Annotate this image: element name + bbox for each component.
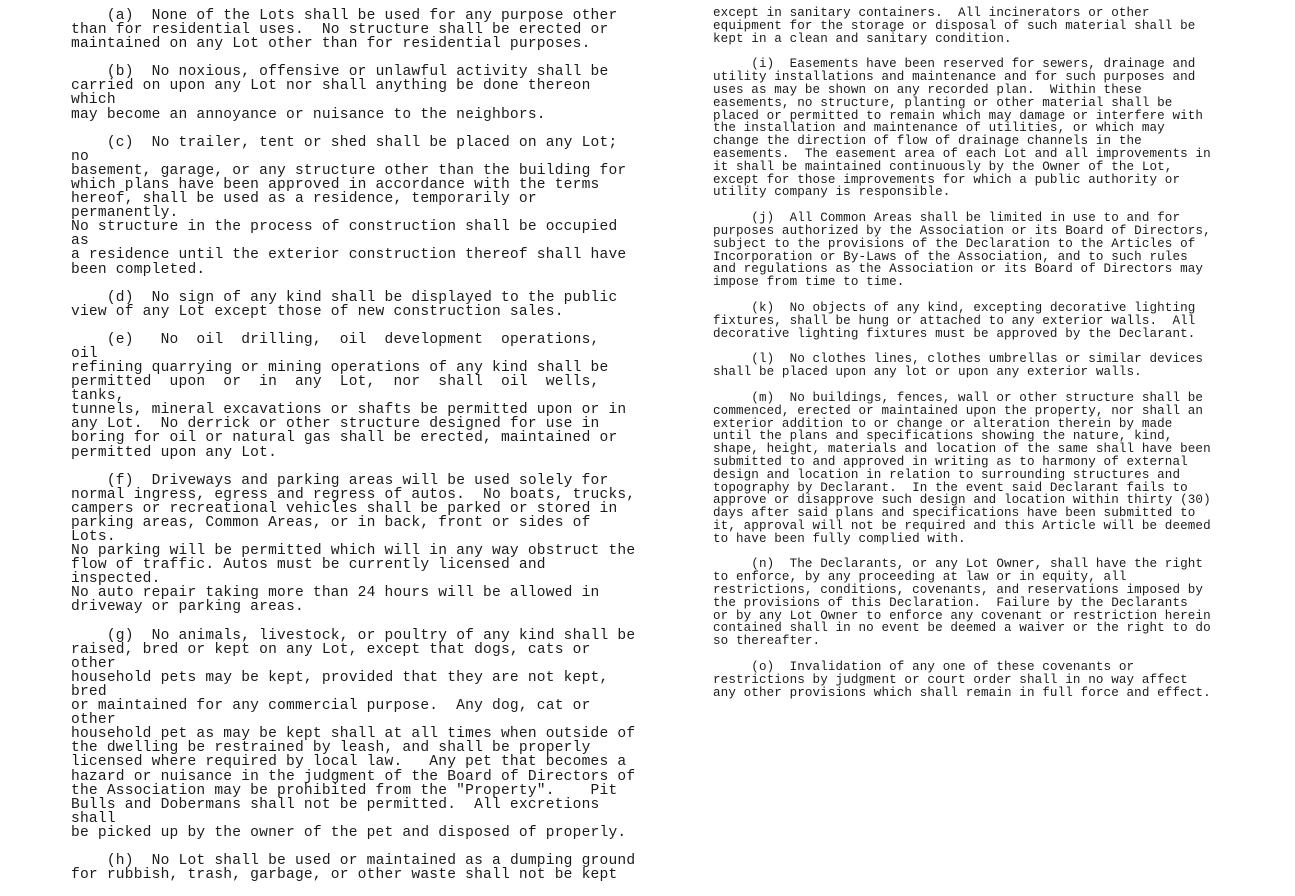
document-page-left: [0, 0, 650, 884]
paragraph-b: (b) No noxious, offensive or unlawful activity shall be carried on upon any Lot nor shall anything be done thereon which may become an annoyance or nuisance to the neighbors.: [71, 64, 609, 123]
paragraph-g: (g) No animals, livestock, or poultry of any kind shall be raised, bred or kept on any Lot, except that dogs, cats or other household pets may be kept, provided that they are not kept, bred or maintained for any commercial purpose. Any dog, cat or other household pet as may be kept shall at all times when outside of the dwelling be restrained by leash, and shall be properly licensed where required by local law. Any pet that becomes a hazard or nuisance in the judgment of the Board of Directors of the Association may be prohibited from the "Property". Pit Bulls and Dobermans shall not be permitted. All excretions shall be picked up by the owner of the pet and disposed of properly.: [71, 627, 636, 841]
paragraph-n: (n) The Declarants, or any Lot Owner, shall have the right to enforce, by any proceeding at law or in equity, all restrictions, conditions, covenants, and reservations imposed by the provisions of this Declaration. Failure by the Declarants or by any Lot Owner to enforce any covenant or restriction herein contained shall in no event be deemed a waiver or the right to do so thereafter.: [713, 557, 1211, 649]
paragraph-f: (f) Driveways and parking areas will be used solely for normal ingress, egress and regress of autos. No boats, trucks, campers or recreational vehicles shall be parked or stored in parking areas, Common Areas, or in back, front or sides of Lots. No parking will be permitted which will in any way obstruct the flow of traffic. Autos must be currently licensed and inspected. No auto repair taking more than 24 hours will be allowed in driveway or parking areas.: [71, 472, 636, 616]
paragraph-h-continued: except in sanitary containers. All incinerators or other equipment for the storage or disposal of such material shall be kept in a clean and sanitary condition.: [713, 6, 1196, 46]
paragraph-i: (i) Easements have been reserved for sewers, drainage and utility installations and maintenance and for such purposes and uses as may be shown on any recorded plan. Within these easements, no structure, planting or other material shall be placed or permitted to remain which may damage or interfere with the installation and maintenance of utilities, or which may change the direction of flow of drainage channels in the easements. The easement area of each Lot and all improvements in it shall be maintained continuously by the Owner of the Lot, except for those improvements for which a public authority or utility company is responsible.: [713, 57, 1211, 200]
document-page-right: [700, 0, 1295, 724]
paragraph-c: (c) No trailer, tent or shed shall be placed on any Lot; no basement, garage, or any structure other than the building for which plans have been approved in accordance with the terms hereof, shall be used as a residence, temporarily or permanently. No structure in the process of construction shall be occupied as a residence until the exterior construction thereof shall have been completed.: [71, 134, 627, 278]
right-text-column: [713, 7, 1228, 712]
paragraph-m: (m) No buildings, fences, wall or other structure shall be commenced, erected or maintained upon the property, nor shall an exterior addition to or change or alteration therein by made until the plans and specifications showing the nature, kind, shape, height, materials and location of the same shall have been submitted to and approved in writing as to harmony of external design and location in relation to surrounding structures and topography by Declarant. In the event said Declarant fails to approve or disapprove such design and location within thirty (30) days after said plans and specifications have been submitted to it, approval will not be required and this Article will be deemed to have been fully complied with.: [713, 390, 1211, 546]
paragraph-j: (j) All Common Areas shall be limited in use to and for purposes authorized by the Association or its Board of Directors, subject to the provisions of the Declaration to the Articles of Incorporation or By-Laws of the Association, and to such rules and regulations as the Association or its Board of Directors may impose from time to time.: [713, 211, 1211, 290]
paragraph-d: (d) No sign of any kind shall be displayed to the public view of any Lot except those of new construction sales.: [71, 289, 618, 320]
paragraph-e: (e) No oil drilling, oil development operations, oil refining quarrying or mining operations of any kind shall be permitted upon or in any Lot, nor shall oil wells, tanks, tunnels, mineral excavations or shafts be permitted upon or in any Lot. No derrick or other structure designed for use in boring for oil or natural gas shall be erected, maintained or permitted upon any Lot.: [71, 331, 627, 461]
paragraph-k: (k) No objects of any kind, excepting decorative lighting fixtures, shall be hung or attached to any exterior walls. All decorative lighting fixtures must be approved by the Declarant.: [713, 300, 1196, 341]
paragraph-a: (a) None of the Lots shall be used for any purpose other than for residential uses. No structure shall be erected or maintained on any Lot other than for residential purposes.: [71, 8, 618, 53]
paragraph-o: (o) Invalidation of any one of these covenants or restrictions by judgment or court order shall in no way affect any other provisions which shall remain in full force and effect.: [713, 660, 1211, 700]
left-text-column: [71, 9, 639, 896]
paragraph-h: (h) No Lot shall be used or maintained as a dumping ground for rubbish, trash, garbage, or other waste shall not be kept: [71, 852, 636, 884]
paragraph-l: (l) No clothes lines, clothes umbrellas or similar devices shall be placed upon any lot or upon any exterior walls.: [713, 352, 1204, 380]
